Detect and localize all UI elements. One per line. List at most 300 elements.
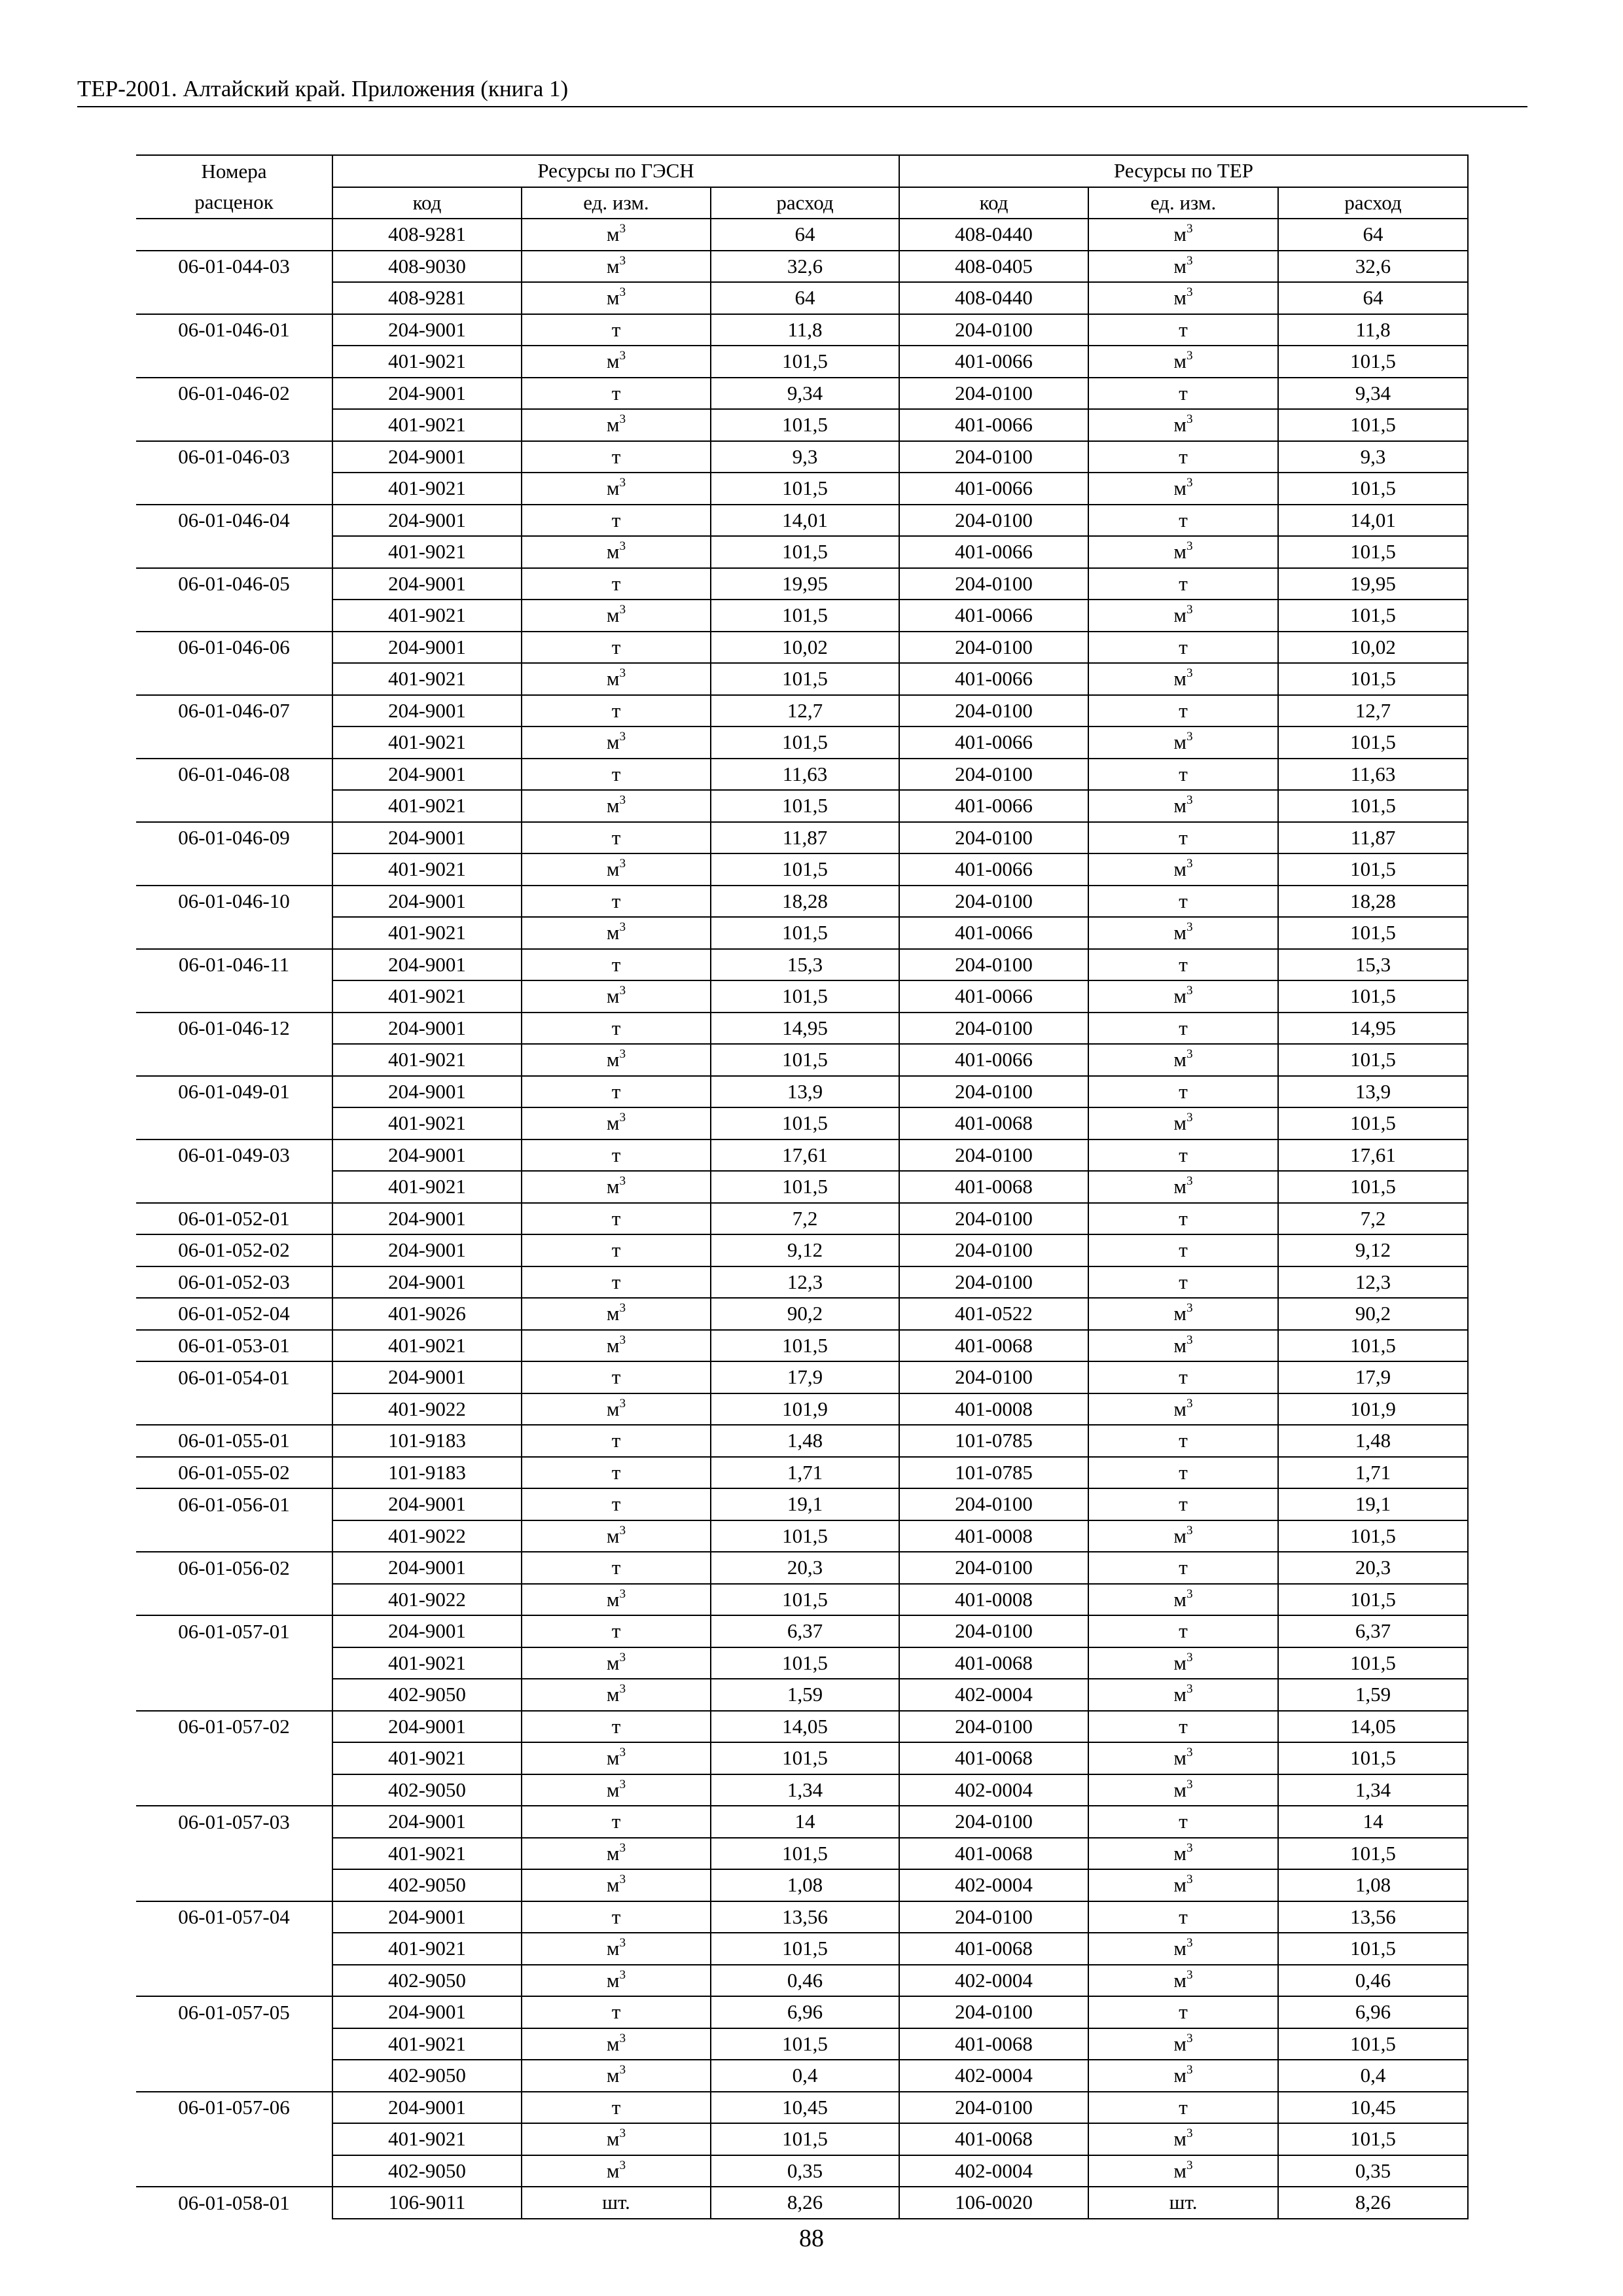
unit-text: т xyxy=(611,508,621,531)
rate-number-cell: 06-01-046-08 xyxy=(136,759,332,791)
ter-code-cell: 401-0068 xyxy=(899,1107,1088,1139)
ter-unit-cell xyxy=(1088,219,1278,251)
ter-code-cell: 401-0522 xyxy=(899,1298,1088,1330)
gesn-amount-cell: 101,5 xyxy=(711,2028,899,2060)
unit-exponent: 3 xyxy=(1186,984,1193,997)
gesn-unit-cell xyxy=(522,1234,711,1266)
ter-amount-cell: 1,71 xyxy=(1278,1457,1468,1489)
table-row xyxy=(136,568,1468,600)
table-row xyxy=(136,1107,1468,1139)
unit-text: т xyxy=(1179,444,1188,468)
gesn-code-cell: 204-9001 xyxy=(332,378,522,410)
unit-text: м xyxy=(1173,1048,1187,1071)
gesn-unit-cell xyxy=(522,2092,711,2124)
ter-amount-cell: 0,46 xyxy=(1278,1965,1468,1997)
table-row xyxy=(136,949,1468,981)
ter-code-cell: 402-0004 xyxy=(899,1774,1088,1806)
ter-unit-cell xyxy=(1088,1615,1278,1647)
table-row xyxy=(136,251,1468,283)
unit-text: м xyxy=(606,1778,620,1801)
ter-amount-cell: 11,87 xyxy=(1278,822,1468,854)
unit-text: т xyxy=(1179,952,1188,976)
ter-code-cell: 204-0100 xyxy=(899,441,1088,473)
running-header: ТЕР-2001. Алтайский край. Приложения (книга 1) xyxy=(77,76,569,101)
gesn-unit-cell xyxy=(522,600,711,632)
rate-number-cell: 06-01-057-05 xyxy=(136,1996,332,2028)
unit-text: т xyxy=(1179,1206,1188,1230)
table-row xyxy=(136,790,1468,822)
rate-number-cell xyxy=(136,853,332,886)
ter-amount-cell: 101,5 xyxy=(1278,1742,1468,1774)
gesn-code-cell: 401-9021 xyxy=(332,1107,522,1139)
gesn-code-cell: 401-9022 xyxy=(332,1584,522,1616)
table-row xyxy=(136,1742,1468,1774)
table-row xyxy=(136,663,1468,695)
rate-number-cell xyxy=(136,282,332,314)
ter-amount-cell: 17,61 xyxy=(1278,1139,1468,1172)
gesn-unit-cell xyxy=(522,1901,711,1933)
gesn-unit-cell xyxy=(522,1457,711,1489)
ter-unit-cell xyxy=(1088,2028,1278,2060)
table-row xyxy=(136,1647,1468,1679)
unit-exponent: 3 xyxy=(619,1967,626,1982)
rate-number-cell: 06-01-046-04 xyxy=(136,505,332,537)
gesn-amount-cell: 101,9 xyxy=(711,1393,899,1426)
gesn-code-cell: 401-9021 xyxy=(332,1330,522,1362)
ter-code-cell: 204-0100 xyxy=(899,1711,1088,1743)
rate-number-cell xyxy=(136,219,332,251)
gesn-unit-cell xyxy=(522,441,711,473)
gesn-amount-cell: 19,95 xyxy=(711,568,899,600)
unit-exponent: 3 xyxy=(1186,2063,1193,2077)
gesn-amount-cell: 6,96 xyxy=(711,1996,899,2028)
unit-text: м xyxy=(1173,984,1187,1008)
unit-text: т xyxy=(1179,698,1188,722)
gesn-unit-cell xyxy=(522,219,711,251)
unit-exponent: 3 xyxy=(619,1047,626,1061)
ter-amount-cell: 101,5 xyxy=(1278,1330,1468,1362)
gesn-code-cell: 204-9001 xyxy=(332,1234,522,1266)
table-row xyxy=(136,1013,1468,1045)
ter-code-cell: 401-0066 xyxy=(899,536,1088,568)
gesn-amount-cell: 8,26 xyxy=(711,2187,899,2219)
ter-amount-cell: 101,5 xyxy=(1278,1647,1468,1679)
rate-number-cell: 06-01-052-04 xyxy=(136,1298,332,1330)
gesn-unit-cell xyxy=(522,346,711,378)
ter-amount-cell: 13,56 xyxy=(1278,1901,1468,1933)
gesn-code-cell: 401-9021 xyxy=(332,853,522,886)
gesn-code-cell: 204-9001 xyxy=(332,1806,522,1838)
ter-code-cell: 408-0405 xyxy=(899,251,1088,283)
unit-text: т xyxy=(1179,1365,1188,1389)
ter-unit-cell xyxy=(1088,1838,1278,1870)
gesn-code-cell: 101-9183 xyxy=(332,1425,522,1457)
ter-code-cell: 204-0100 xyxy=(899,378,1088,410)
ter-code-cell: 204-0100 xyxy=(899,1806,1088,1838)
unit-text: т xyxy=(611,1206,621,1230)
unit-text: т xyxy=(611,317,621,341)
gesn-unit-cell xyxy=(522,1933,711,1965)
unit-exponent: 3 xyxy=(1186,253,1193,268)
unit-text: м xyxy=(1173,857,1187,881)
ter-code-cell: 401-0066 xyxy=(899,917,1088,949)
unit-text: т xyxy=(611,1143,621,1166)
unit-text: т xyxy=(1179,1270,1188,1293)
ter-amount-cell: 12,3 xyxy=(1278,1266,1468,1299)
ter-unit-cell xyxy=(1088,441,1278,473)
unit-text: м xyxy=(1173,2127,1187,2151)
table-row xyxy=(136,1361,1468,1393)
rate-number-cell: 06-01-057-04 xyxy=(136,1901,332,1933)
unit-text: м xyxy=(1173,286,1187,310)
gesn-amount-cell: 101,5 xyxy=(711,1044,899,1076)
unit-exponent: 3 xyxy=(1186,476,1193,490)
unit-text: т xyxy=(611,825,621,849)
ter-unit-cell xyxy=(1088,1107,1278,1139)
header-rule xyxy=(77,106,1527,107)
ter-amount-cell: 1,08 xyxy=(1278,1869,1468,1901)
unit-text: т xyxy=(611,571,621,595)
unit-text: м xyxy=(1173,540,1187,564)
unit-text: м xyxy=(1173,1175,1187,1198)
ter-resources-header: Ресурсы по ТЕР xyxy=(899,155,1468,187)
ter-unit-cell xyxy=(1088,1266,1278,1299)
ter-amount-cell: 101,5 xyxy=(1278,1584,1468,1616)
ter-code-cell: 204-0100 xyxy=(899,1013,1088,1045)
rate-number-cell: 06-01-046-03 xyxy=(136,441,332,473)
gesn-code-cell: 204-9001 xyxy=(332,2092,522,2124)
gesn-code-cell: 204-9001 xyxy=(332,1076,522,1108)
ter-unit-cell xyxy=(1088,917,1278,949)
gesn-unit-cell xyxy=(522,505,711,537)
unit-exponent: 3 xyxy=(1186,412,1193,426)
gesn-code-cell: 204-9001 xyxy=(332,1996,522,2028)
unit-exponent: 3 xyxy=(619,253,626,268)
unit-exponent: 3 xyxy=(619,2063,626,2077)
unit-text: м xyxy=(606,667,620,691)
unit-text: т xyxy=(611,444,621,468)
ter-unit-cell xyxy=(1088,2123,1278,2155)
table-row xyxy=(136,980,1468,1013)
gesn-amount-cell: 101,5 xyxy=(711,1647,899,1679)
unit-exponent: 3 xyxy=(619,1523,626,1537)
ter-amount-cell: 1,59 xyxy=(1278,1679,1468,1711)
gesn-code-cell: 401-9021 xyxy=(332,790,522,822)
ter-unit-cell xyxy=(1088,314,1278,346)
ter-code-cell: 402-0004 xyxy=(899,1869,1088,1901)
ter-amount-cell: 10,45 xyxy=(1278,2092,1468,2124)
ter-amount-cell: 101,5 xyxy=(1278,600,1468,632)
unit-text: т xyxy=(1179,1905,1188,1928)
ter-unit-cell xyxy=(1088,1139,1278,1172)
unit-text: м xyxy=(1173,921,1187,944)
rate-number-cell: 06-01-057-02 xyxy=(136,1711,332,1743)
gesn-unit-cell xyxy=(522,1488,711,1520)
unit-text: м xyxy=(606,1397,620,1420)
gesn-unit-cell xyxy=(522,1139,711,1172)
ter-amount-cell: 32,6 xyxy=(1278,251,1468,283)
gesn-unit-cell xyxy=(522,1425,711,1457)
gesn-unit-cell xyxy=(522,949,711,981)
ter-unit-cell xyxy=(1088,663,1278,695)
gesn-unit-cell xyxy=(522,1107,711,1139)
unit-exponent: 3 xyxy=(1186,2031,1193,2045)
rate-number-cell xyxy=(136,2028,332,2060)
gesn-amount-cell: 101,5 xyxy=(711,1742,899,1774)
unit-text: м xyxy=(1173,1746,1187,1770)
rate-number-cell xyxy=(136,1679,332,1711)
ter-amount-cell: 10,02 xyxy=(1278,632,1468,664)
rate-number-cell: 06-01-055-02 xyxy=(136,1457,332,1489)
table-row xyxy=(136,1425,1468,1457)
ter-code-cell: 401-0008 xyxy=(899,1520,1088,1552)
ter-unit-cell xyxy=(1088,980,1278,1013)
ter-unit-cell xyxy=(1088,759,1278,791)
table-row xyxy=(136,1266,1468,1299)
gesn-amount-cell: 15,3 xyxy=(711,949,899,981)
ter-code-cell: 204-0100 xyxy=(899,2092,1088,2124)
unit-text: т xyxy=(1179,1238,1188,1262)
unit-text: т xyxy=(611,2095,621,2119)
ter-unit-cell xyxy=(1088,1203,1278,1235)
unit-text: т xyxy=(1179,1714,1188,1738)
gesn-unit-cell xyxy=(522,1330,711,1362)
gesn-code-cell: 204-9001 xyxy=(332,1488,522,1520)
gesn-unit-cell xyxy=(522,1552,711,1584)
unit-exponent: 3 xyxy=(619,920,626,934)
unit-text: м xyxy=(606,2064,620,2087)
ter-unit-cell xyxy=(1088,600,1278,632)
table-row xyxy=(136,695,1468,727)
rate-number-cell: 06-01-046-06 xyxy=(136,632,332,664)
ter-code-cell: 204-0100 xyxy=(899,1361,1088,1393)
table-row xyxy=(136,409,1468,441)
ter-unit-cell xyxy=(1088,1711,1278,1743)
table-row xyxy=(136,1234,1468,1266)
unit-text: м xyxy=(1173,730,1187,754)
ter-unit-cell xyxy=(1088,1361,1278,1393)
ter-amount-cell: 101,5 xyxy=(1278,980,1468,1013)
table-row xyxy=(136,1584,1468,1616)
rate-number-cell: 06-01-055-01 xyxy=(136,1425,332,1457)
rate-number-cell: 06-01-046-05 xyxy=(136,568,332,600)
unit-text: т xyxy=(1179,762,1188,785)
ter-code-cell: 204-0100 xyxy=(899,695,1088,727)
unit-text: м xyxy=(606,1524,620,1547)
ter-amount-cell: 9,34 xyxy=(1278,378,1468,410)
rate-number-cell xyxy=(136,409,332,441)
ter-code-cell: 402-0004 xyxy=(899,1965,1088,1997)
gesn-amount-cell: 64 xyxy=(711,219,899,251)
ter-amount-cell: 14 xyxy=(1278,1806,1468,1838)
unit-text: м xyxy=(606,857,620,881)
gesn-code-cell: 204-9001 xyxy=(332,568,522,600)
ter-amount-cell: 101,5 xyxy=(1278,853,1468,886)
gesn-unit-cell xyxy=(522,663,711,695)
ter-code-cell: 204-0100 xyxy=(899,1488,1088,1520)
unit-text: м xyxy=(606,2159,620,2182)
gesn-amount-cell: 10,02 xyxy=(711,632,899,664)
ter-unit-cell xyxy=(1088,536,1278,568)
unit-exponent: 3 xyxy=(619,1587,626,1601)
gesn-code-cell: 204-9001 xyxy=(332,949,522,981)
gesn-code-cell: 204-9001 xyxy=(332,695,522,727)
unit-exponent: 3 xyxy=(1186,730,1193,744)
gesn-unit-cell xyxy=(522,1361,711,1393)
gesn-amount-cell: 12,7 xyxy=(711,695,899,727)
unit-text: т xyxy=(611,1905,621,1928)
ter-amount-cell: 15,3 xyxy=(1278,949,1468,981)
gesn-code-cell: 204-9001 xyxy=(332,1013,522,1045)
unit-exponent: 3 xyxy=(1186,1396,1193,1410)
gesn-amount-cell: 1,34 xyxy=(711,1774,899,1806)
unit-text: т xyxy=(1179,1619,1188,1643)
rate-number-cell: 06-01-056-02 xyxy=(136,1552,332,1584)
ter-code-cell: 408-0440 xyxy=(899,282,1088,314)
unit-text: шт. xyxy=(602,2191,630,2214)
gesn-amount-cell: 101,5 xyxy=(711,1838,899,1870)
ter-code-cell: 204-0100 xyxy=(899,1552,1088,1584)
gesn-unit-cell xyxy=(522,1615,711,1647)
table-row xyxy=(136,282,1468,314)
gesn-amount-cell: 13,9 xyxy=(711,1076,899,1108)
unit-exponent: 3 xyxy=(1186,1523,1193,1537)
unit-exponent: 3 xyxy=(619,1174,626,1188)
unit-text: т xyxy=(1179,508,1188,531)
table-row xyxy=(136,536,1468,568)
gesn-code-cell: 402-9050 xyxy=(332,1774,522,1806)
gesn-unit-cell xyxy=(522,409,711,441)
unit-text: м xyxy=(1173,1111,1187,1135)
ter-amount-header: расход xyxy=(1278,187,1468,219)
unit-text: т xyxy=(611,2000,621,2024)
ter-unit-cell xyxy=(1088,2092,1278,2124)
unit-text: м xyxy=(1173,667,1187,691)
gesn-amount-cell: 13,56 xyxy=(711,1901,899,1933)
gesn-unit-cell xyxy=(522,632,711,664)
table-header-row-2 xyxy=(136,187,1468,219)
unit-exponent: 3 xyxy=(1186,1587,1193,1601)
gesn-unit-cell xyxy=(522,1393,711,1426)
ter-amount-cell: 18,28 xyxy=(1278,886,1468,918)
unit-exponent: 3 xyxy=(1186,1333,1193,1347)
gesn-code-cell: 106-9011 xyxy=(332,2187,522,2219)
unit-text: т xyxy=(611,889,621,912)
unit-exponent: 3 xyxy=(619,1396,626,1410)
unit-exponent: 3 xyxy=(619,539,626,553)
unit-text: м xyxy=(606,1048,620,1071)
ter-amount-cell: 13,9 xyxy=(1278,1076,1468,1108)
unit-exponent: 3 xyxy=(1186,1746,1193,1759)
gesn-amount-cell: 101,5 xyxy=(711,1330,899,1362)
rate-number-cell xyxy=(136,1869,332,1901)
unit-exponent: 3 xyxy=(1186,1174,1193,1188)
table-row xyxy=(136,2092,1468,2124)
ter-code-cell: 401-0066 xyxy=(899,409,1088,441)
gesn-amount-cell: 6,37 xyxy=(711,1615,899,1647)
unit-text: т xyxy=(611,635,621,658)
unit-text: м xyxy=(606,1302,620,1325)
gesn-unit-cell xyxy=(522,2028,711,2060)
gesn-unit-cell xyxy=(522,314,711,346)
unit-text: т xyxy=(611,1714,621,1738)
rate-number-cell: 06-01-046-12 xyxy=(136,1013,332,1045)
unit-exponent: 3 xyxy=(1186,603,1193,617)
gesn-code-cell: 401-9021 xyxy=(332,1044,522,1076)
table-row xyxy=(136,505,1468,537)
rate-number-cell xyxy=(136,1742,332,1774)
table-row xyxy=(136,1711,1468,1743)
gesn-unit-cell xyxy=(522,1203,711,1235)
table-row xyxy=(136,632,1468,664)
gesn-amount-cell: 64 xyxy=(711,282,899,314)
rate-number-cell: 06-01-053-01 xyxy=(136,1330,332,1362)
unit-exponent: 3 xyxy=(619,730,626,744)
ter-code-cell: 204-0100 xyxy=(899,1615,1088,1647)
gesn-amount-cell: 9,3 xyxy=(711,441,899,473)
unit-exponent: 3 xyxy=(1186,1650,1193,1664)
ter-amount-cell: 12,7 xyxy=(1278,695,1468,727)
gesn-code-cell: 401-9026 xyxy=(332,1298,522,1330)
ter-unit-cell xyxy=(1088,1330,1278,1362)
unit-text: м xyxy=(1173,1683,1187,1706)
rate-number-cell: 06-01-049-03 xyxy=(136,1139,332,1172)
ter-amount-cell: 101,5 xyxy=(1278,473,1468,505)
unit-exponent: 3 xyxy=(619,1746,626,1759)
gesn-unit-cell xyxy=(522,251,711,283)
unit-text: м xyxy=(606,254,620,278)
unit-text: м xyxy=(1173,1651,1187,1674)
gesn-unit-cell xyxy=(522,1171,711,1203)
ter-code-cell: 401-0068 xyxy=(899,1933,1088,1965)
table-row xyxy=(136,1679,1468,1711)
gesn-unit-cell xyxy=(522,1044,711,1076)
unit-text: м xyxy=(606,1333,620,1357)
gesn-amount-cell: 11,63 xyxy=(711,759,899,791)
gesn-amount-cell: 32,6 xyxy=(711,251,899,283)
ter-code-cell: 401-0066 xyxy=(899,980,1088,1013)
table-row xyxy=(136,1203,1468,1235)
gesn-amount-cell: 18,28 xyxy=(711,886,899,918)
unit-text: м xyxy=(1173,476,1187,500)
gesn-amount-cell: 101,5 xyxy=(711,536,899,568)
table-row xyxy=(136,1076,1468,1108)
unit-exponent: 3 xyxy=(1186,349,1193,363)
table-row xyxy=(136,1171,1468,1203)
unit-text: т xyxy=(1179,1810,1188,1833)
unit-text: т xyxy=(611,762,621,785)
ter-unit-cell xyxy=(1088,1171,1278,1203)
gesn-amount-cell: 101,5 xyxy=(711,917,899,949)
gesn-amount-cell: 1,48 xyxy=(711,1425,899,1457)
table-row xyxy=(136,1933,1468,1965)
gesn-code-cell: 401-9021 xyxy=(332,409,522,441)
table-row xyxy=(136,441,1468,473)
ter-amount-cell: 14,05 xyxy=(1278,1711,1468,1743)
ter-amount-cell: 0,4 xyxy=(1278,2060,1468,2092)
gesn-amount-cell: 90,2 xyxy=(711,1298,899,1330)
ter-code-cell: 402-0004 xyxy=(899,1679,1088,1711)
ter-unit-cell xyxy=(1088,1520,1278,1552)
table-row xyxy=(136,1330,1468,1362)
rate-number-cell xyxy=(136,473,332,505)
ter-amount-cell: 9,12 xyxy=(1278,1234,1468,1266)
unit-text: т xyxy=(1179,317,1188,341)
rate-number-cell xyxy=(136,1107,332,1139)
ter-unit-cell xyxy=(1088,1393,1278,1426)
gesn-code-cell: 402-9050 xyxy=(332,1869,522,1901)
ter-code-cell: 204-0100 xyxy=(899,568,1088,600)
